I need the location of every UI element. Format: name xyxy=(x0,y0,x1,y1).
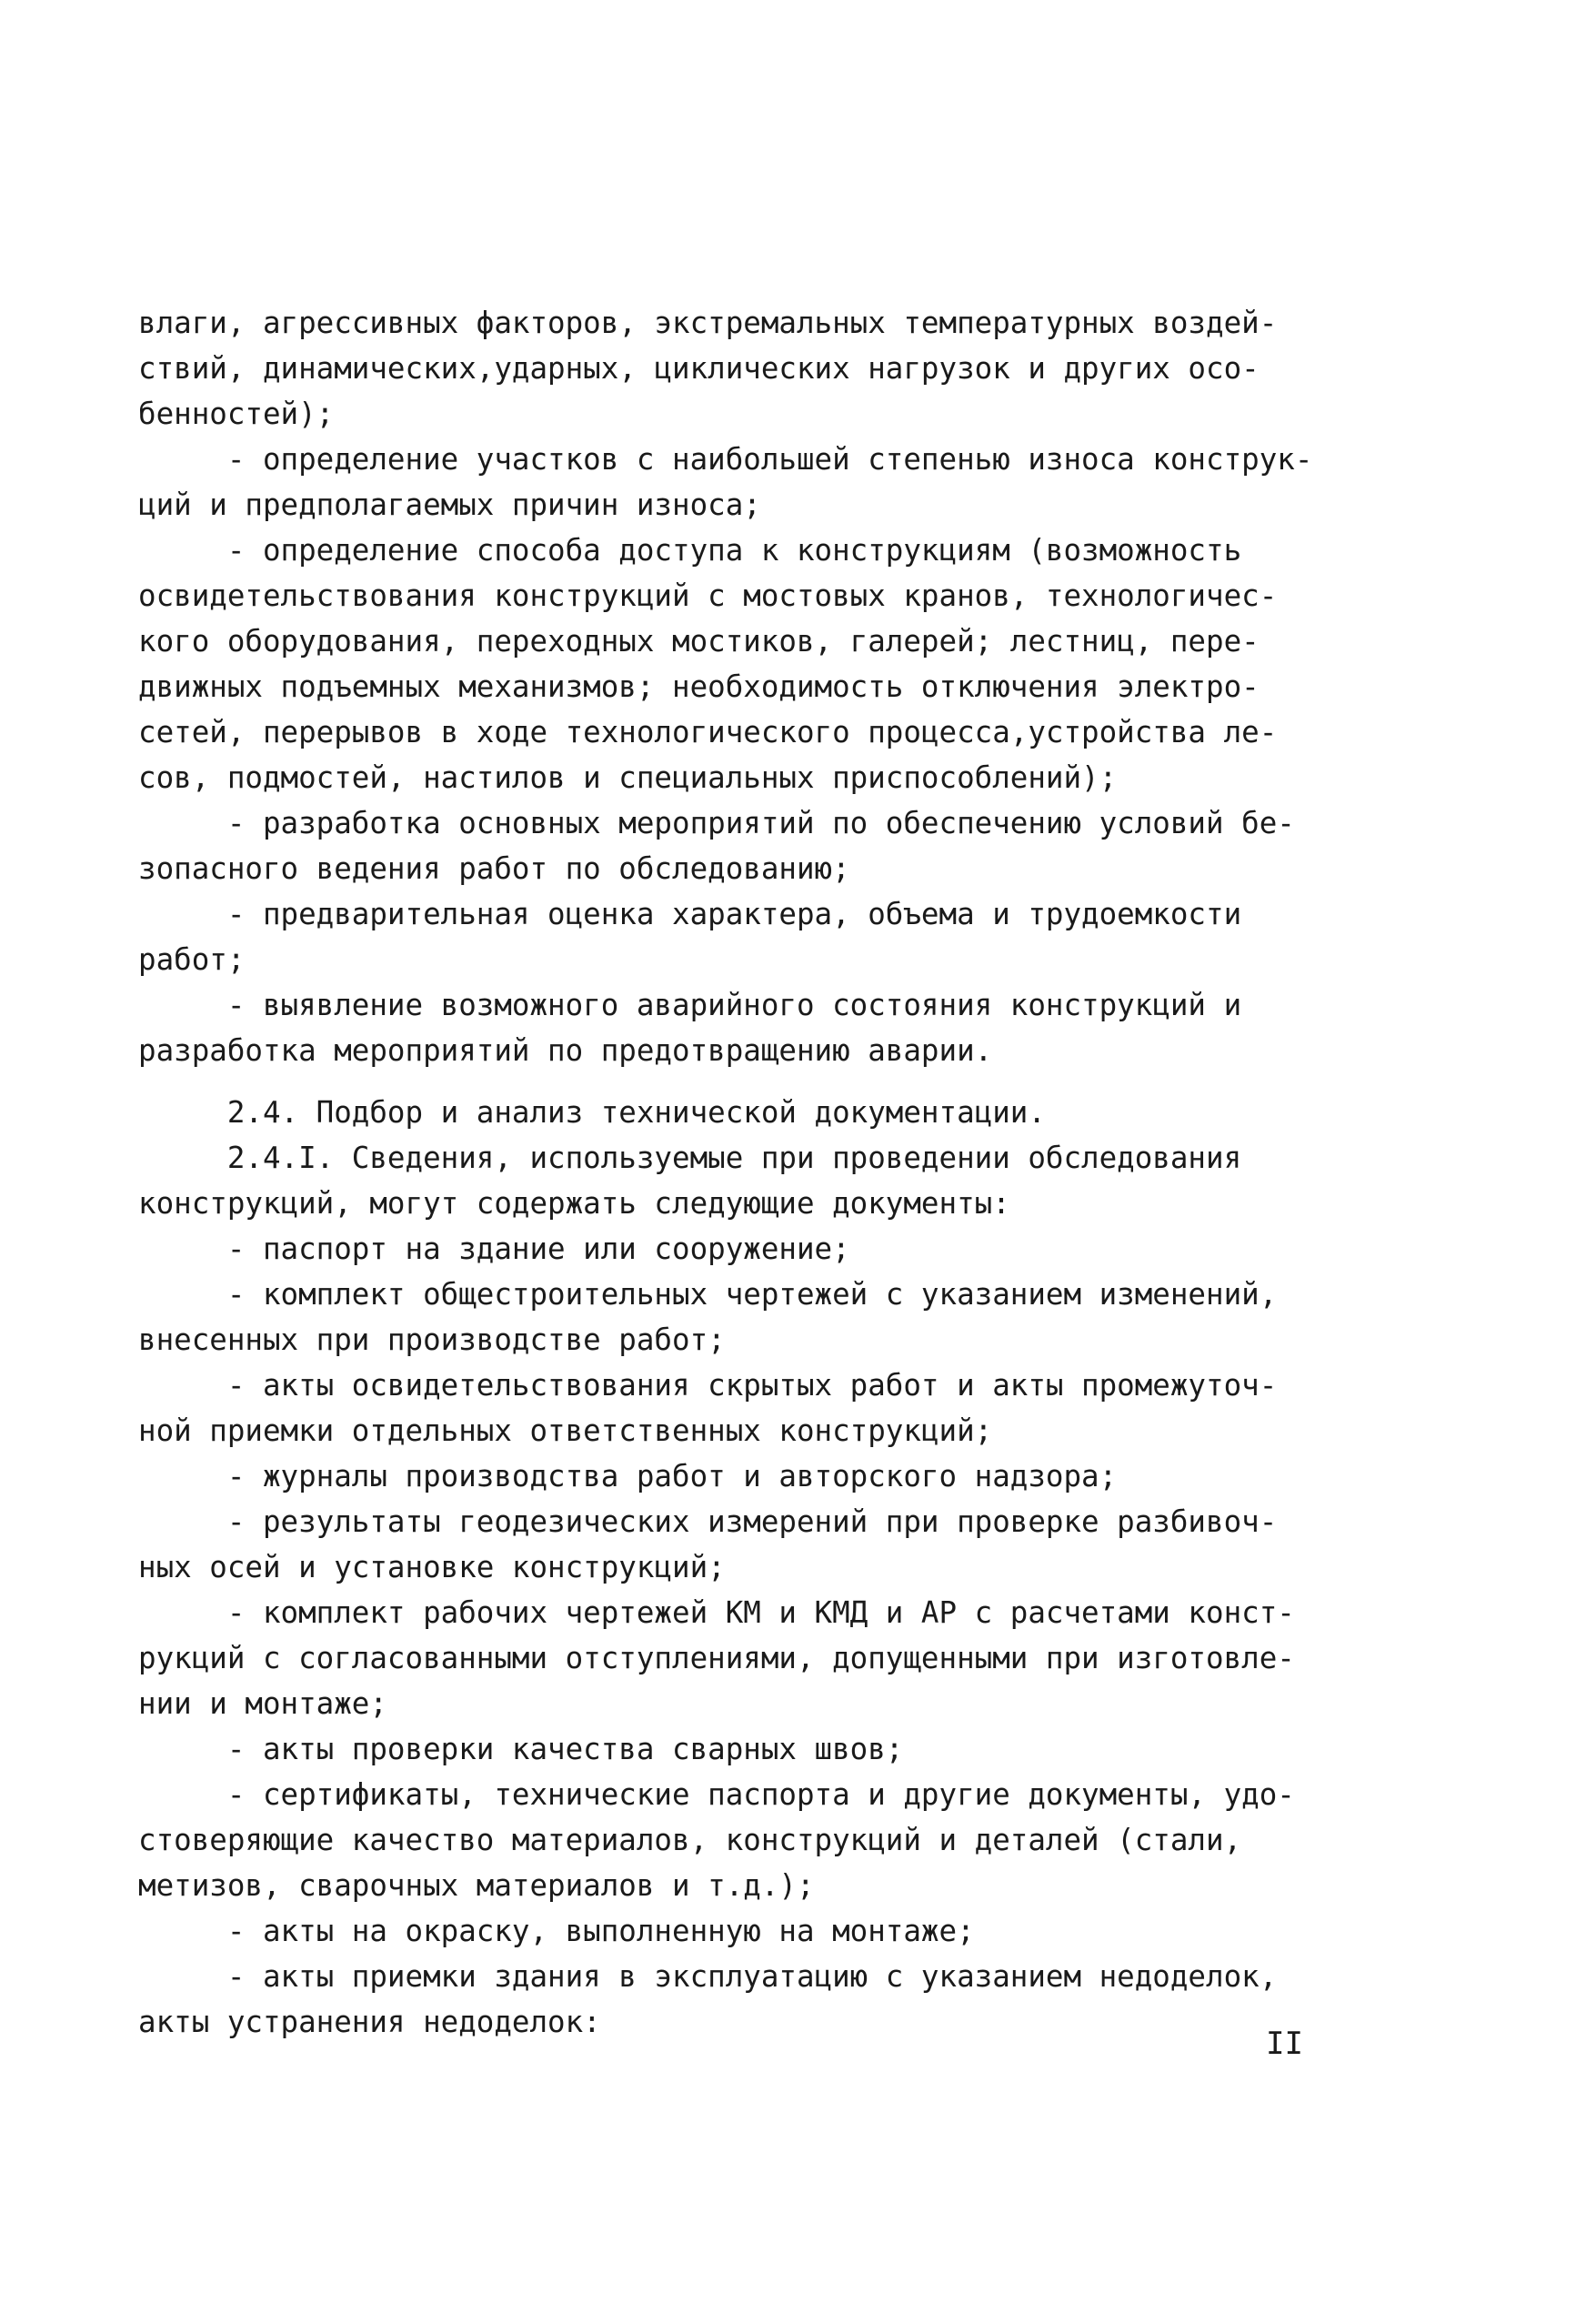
text-line: - акты освидетельствования скрытых работ и акты промежуточ- xyxy=(138,1368,1278,1403)
text-line: - акты на окраску, выполненную на монтаже; xyxy=(138,1914,975,1948)
text-line: акты устранения недоделок: xyxy=(138,2005,601,2039)
text-line: метизов, сварочных материалов и т.д.); xyxy=(138,1868,815,1903)
text-line: - результаты геодезических измерений при проверке разбивоч- xyxy=(138,1504,1278,1539)
page-number: II xyxy=(1266,2026,1303,2062)
text-line: движных подъемных механизмов; необходимость отключения электро- xyxy=(138,669,1260,704)
text-line: рукций с согласованными отступлениями, допущенными при изготовле- xyxy=(138,1641,1295,1675)
text-line: - определение способа доступа к конструкциям (возможность xyxy=(138,533,1242,568)
text-line: - акты проверки качества сварных швов; xyxy=(138,1732,904,1766)
text-line: - паспорт на здание или сооружение; xyxy=(138,1232,850,1266)
text-line: - журналы производства работ и авторского надзора; xyxy=(138,1459,1118,1493)
text-line: кого оборудования, переходных мостиков, галерей; лестниц, пере- xyxy=(138,624,1260,659)
body-text xyxy=(138,300,1393,2045)
text-line: бенностей); xyxy=(138,397,335,431)
text-line: стоверяющие качество материалов, конструкций и деталей (стали, xyxy=(138,1823,1242,1857)
text-line: - разработка основных мероприятий по обеспечению условий бе- xyxy=(138,806,1295,840)
text-line: - определение участков с наибольшей степенью износа конструк- xyxy=(138,442,1313,477)
text-line: - комплект рабочих чертежей КМ и КМД и АР с расчетами конст- xyxy=(138,1595,1295,1630)
text-line: зопасного ведения работ по обследованию; xyxy=(138,851,850,886)
text-line: 2.4.I. Сведения, используемые при проведении обследования xyxy=(138,1141,1242,1175)
text-line: - комплект общестроительных чертежей с указанием изменений, xyxy=(138,1277,1278,1312)
text-line: конструкций, могут содержать следующие документы: xyxy=(138,1186,1010,1221)
section-heading: 2.4. Подбор и анализ технической документации. xyxy=(138,1095,1046,1130)
text-line: ных осей и установке конструкций; xyxy=(138,1550,726,1584)
text-line: - предварительная оценка характера, объема и трудоемкости xyxy=(138,897,1242,931)
text-line: нии и монтаже; xyxy=(138,1686,387,1721)
text-line: сетей, перерывов в ходе технологического процесса,устройства ле- xyxy=(138,715,1278,749)
text-line: разработка мероприятий по предотвращению аварии. xyxy=(138,1033,993,1068)
text-line: - акты приемки здания в эксплуатацию с указанием недоделок, xyxy=(138,1959,1278,1994)
text-line: - сертификаты, технические паспорта и другие документы, удо- xyxy=(138,1777,1295,1812)
text-line: освидетельствования конструкций с мостовых кранов, технологичес- xyxy=(138,578,1278,613)
text-line: внесенных при производстве работ; xyxy=(138,1322,726,1357)
text-line: ной приемки отдельных ответственных конструкций; xyxy=(138,1413,993,1448)
text-line: ций и предполагаемых причин износа; xyxy=(138,488,761,522)
text-line: сов, подмостей, настилов и специальных приспособлений); xyxy=(138,760,1118,795)
text-line: - выявление возможного аварийного состояния конструкций и xyxy=(138,988,1242,1022)
text-line: работ; xyxy=(138,942,246,977)
text-line: ствий, динамических,ударных, циклических нагрузок и других осо- xyxy=(138,351,1260,386)
text-line: влаги, агрессивных факторов, экстремальных температурных воздей- xyxy=(138,306,1278,340)
